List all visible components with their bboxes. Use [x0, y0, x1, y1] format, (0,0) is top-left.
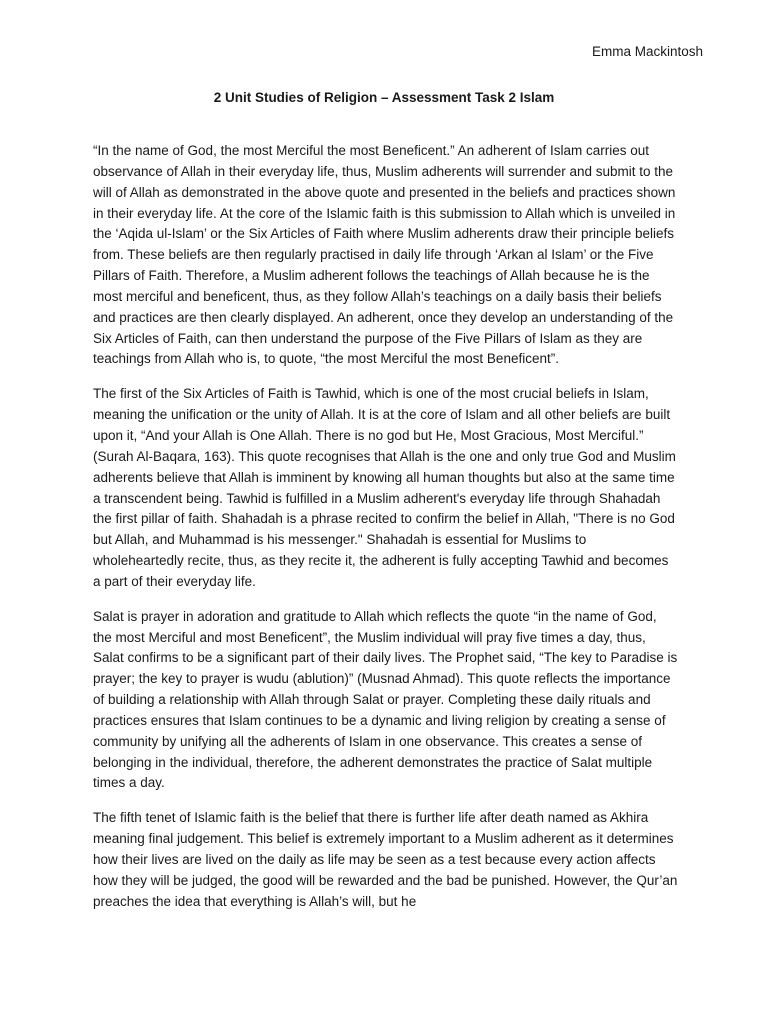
paragraph-salat: Salat is prayer in adoration and gratitude to Allah which reflects the quote “in the name of God, the most Merciful and most Beneficent”, the Muslim individual will pray five times a day, thus, Salat confirms to be a significant part of their daily lives. The Prophet said, “The key to Paradise is prayer; the key to prayer is wudu (ablution)” (Musnad Ahmad). This quote reflects the importance of building a relationship with Allah through Salat or prayer. Completing these daily rituals and practices ensures that Islam continues to be a dynamic and living religion by creating a sense of community by unifying all the adherents of Islam in one observance. This creates a sense of belonging in the individual, therefore, the adherent demonstrates the practice of Salat multiple times a day.: [93, 608, 678, 791]
document-title: 2 Unit Studies of Religion – Assessment Task 2 Islam: [213, 90, 555, 105]
paragraph-intro: “In the name of God, the most Merciful the most Beneficent.” An adherent of Islam carries out observance of Allah in their everyday life, thus, Muslim adherents will surrender and submit to the will of Allah as demonstrated in the above quote and presented in the beliefs and practices shown in their everyday life. At the core of the Islamic faith is this submission to Allah which is unveiled in the ‘Aqida ul-Islam’ or the Six Articles of Faith where Muslim adherents draw their principle beliefs from. These beliefs are then regularly practised in daily life through ‘Arkan al Islam’ or the Five Pillars of Faith. Therefore, a Muslim adherent follows the teachings of Allah because he is the most merciful and beneficent, thus, as they follow Allah’s teachings on a daily basis their beliefs and practices are then clearly displayed. An adherent, once they develop an understanding of the Six Articles of Faith, can then understand the purpose of the Five Pillars of Islam as they are teachings from Allah who is, to quote, “the most Merciful the most Beneficent”.: [93, 143, 676, 367]
paragraph-akhira: The fifth tenet of Islamic faith is the belief that there is further life after death named as Akhira meaning final judgement. This belief is extremely important to a Muslim adherent as it determines how their lives are lived on the daily as life may be seen as a test because every action affects how they will be judged, the good will be rewarded and the bad be punished. However, the Qur’an preaches the idea that everything is Allah’s will, but he: [93, 810, 678, 909]
author-name: Emma Mackintosh: [591, 44, 703, 59]
document-body: [93, 141, 679, 927]
paragraph-tawhid: The first of the Six Articles of Faith is Tawhid, which is one of the most crucial beliefs in Islam, meaning the unification or the unity of Allah. It is at the core of Islam and all other beliefs are built upon it, “And your Allah is One Allah. There is no god but He, Most Gracious, Most Merciful.” (Surah Al-Baqara, 163). This quote recognises that Allah is the one and only true God and Muslim adherents believe that Allah is imminent by knowing all human thoughts but also at the same time a transcendent being. Tawhid is fulfilled in a Muslim adherent's everyday life through Shahadah the first pillar of faith. Shahadah is a phrase recited to confirm the belief in Allah, "There is no God but Allah, and Muhammad is his messenger." Shahadah is essential for Muslims to wholeheartedly recite, thus, as they recite it, the adherent is fully accepting Tawhid and becomes a part of their everyday life.: [93, 386, 676, 589]
